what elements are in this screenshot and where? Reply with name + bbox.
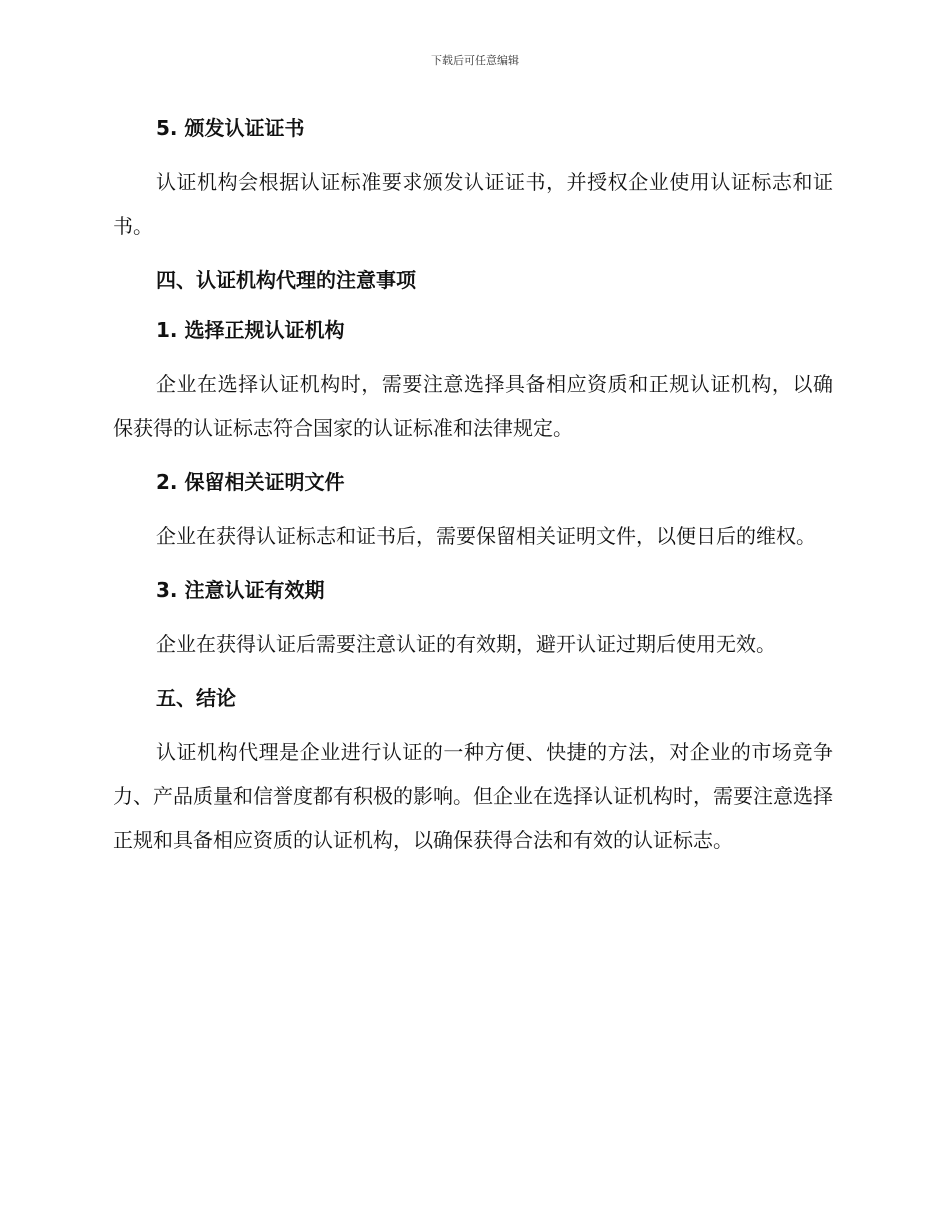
- document-body: [113, 110, 833, 862]
- page-header: 下载后可任意编辑: [431, 54, 519, 67]
- heading-choose-agency: 1. 选择正规认证机构: [156, 318, 345, 342]
- heading-issue-certificate: 5. 颁发认证证书: [156, 116, 305, 140]
- heading-keep-documents: 2. 保留相关证明文件: [156, 470, 345, 494]
- paragraph-keep-documents: 企业在获得认证标志和证书后，需要保留相关证明文件，以便日后的维权。: [156, 524, 816, 548]
- heading-agency-notes: 四、认证机构代理的注意事项: [156, 268, 416, 292]
- paragraph-validity-period: 企业在获得认证后需要注意认证的有效期，避开认证过期后使用无效。: [156, 632, 776, 656]
- heading-conclusion: 五、结论: [156, 686, 236, 710]
- paragraph-conclusion: 认证机构代理是企业进行认证的一种方便、快捷的方法，对企业的市场竞争力、产品质量和信誉度都有积极的影响。但企业在选择认证机构时，需要注意选择正规和具备相应资质的认证机构，以确保获得合法和有效的认证标志。: [113, 740, 833, 852]
- paragraph-choose-agency: 企业在选择认证机构时，需要注意选择具备相应资质和正规认证机构，以确保获得的认证标志符合国家的认证标准和法律规定。: [113, 372, 833, 440]
- paragraph-issue-certificate: 认证机构会根据认证标准要求颁发认证证书，并授权企业使用认证标志和证书。: [113, 170, 833, 238]
- heading-validity-period: 3. 注意认证有效期: [156, 578, 325, 602]
